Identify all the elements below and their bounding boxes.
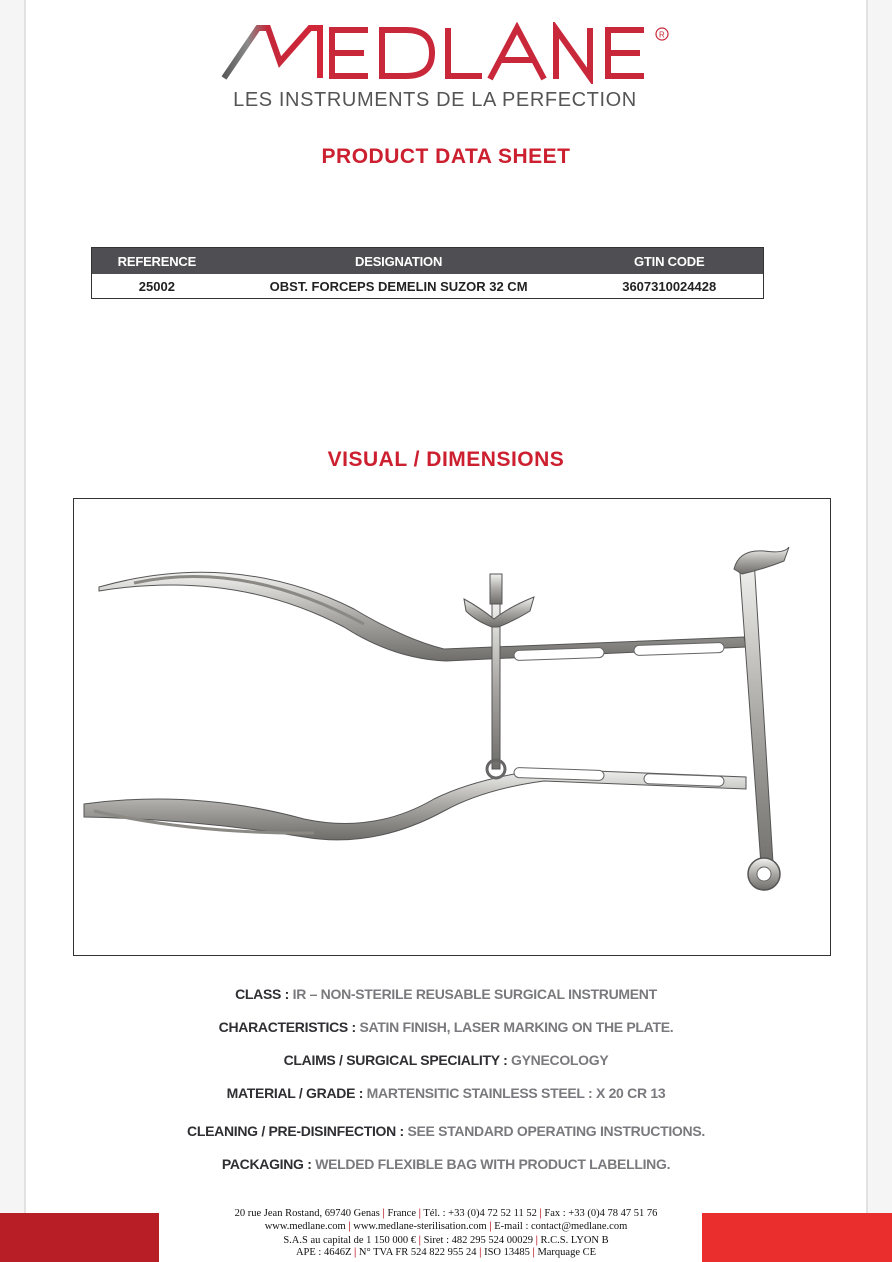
brand-tagline: LES INSTRUMENTS DE LA PERFECTION bbox=[233, 89, 637, 111]
footer-website-link[interactable]: www.medlane.com bbox=[264, 1221, 346, 1232]
cell-designation: OBST. FORCEPS DEMELIN SUZOR 32 CM bbox=[222, 274, 576, 299]
spec-cleaning bbox=[0, 1123, 892, 1139]
spec-class bbox=[0, 986, 892, 1002]
footer-capital: S.A.S au capital de 1 150 000 € bbox=[283, 1235, 417, 1246]
visual-dimensions-title: VISUAL / DIMENSIONS bbox=[327, 448, 565, 471]
spec-value: IR – NON-STERILE REUSABLE SURGICAL INSTRUMENT bbox=[289, 986, 657, 1002]
footer-fax: Fax : +33 (0)4 78 47 51 76 bbox=[544, 1208, 658, 1219]
footer-iso: ISO 13485 bbox=[484, 1247, 530, 1258]
header-designation: DESIGNATION bbox=[222, 248, 576, 275]
spec-label: PACKAGING : bbox=[221, 1156, 312, 1172]
cell-gtin-code: 3607310024428 bbox=[575, 274, 763, 299]
header-gtin-code: GTIN CODE bbox=[575, 248, 763, 275]
header-reference: REFERENCE bbox=[92, 248, 222, 275]
table-row bbox=[92, 274, 764, 299]
spec-label: MATERIAL / GRADE : bbox=[226, 1085, 364, 1101]
spec-label: CHARACTERISTICS : bbox=[218, 1019, 356, 1035]
footer-siret: Siret : 482 295 524 00029 bbox=[423, 1235, 533, 1246]
footer-country: France bbox=[387, 1208, 417, 1219]
footer-address: 20 rue Jean Rostand, 69740 Genas bbox=[234, 1208, 380, 1219]
footer-red-bar-right bbox=[702, 1213, 892, 1262]
cell-reference: 25002 bbox=[92, 274, 222, 299]
footer-ce: Marquage CE bbox=[537, 1247, 597, 1258]
footer-rcs: R.C.S. LYON B bbox=[540, 1235, 609, 1246]
product-photo-frame bbox=[73, 498, 831, 956]
spec-value: SATIN FINISH, LASER MARKING ON THE PLATE. bbox=[355, 1019, 674, 1035]
spec-label: CLASS : bbox=[235, 986, 290, 1002]
spec-value: MARTENSITIC STAINLESS STEEL : X 20 CR 13 bbox=[363, 1085, 666, 1101]
medlane-logo bbox=[0, 22, 892, 84]
footer-email-link[interactable]: E-mail : contact@medlane.com bbox=[494, 1221, 628, 1232]
footer-tva: N° TVA FR 524 822 955 24 bbox=[358, 1247, 477, 1258]
svg-text:R: R bbox=[659, 30, 665, 40]
footer-red-bar-left bbox=[0, 1213, 159, 1262]
spec-characteristics bbox=[0, 1019, 892, 1035]
spec-packaging bbox=[0, 1156, 892, 1172]
spec-material bbox=[0, 1085, 892, 1101]
footer-ape: APE : 4646Z bbox=[295, 1247, 352, 1258]
spec-value: WELDED FLEXIBLE BAG WITH PRODUCT LABELLING. bbox=[311, 1156, 671, 1172]
footer-phone: Tél. : +33 (0)4 72 52 11 52 bbox=[423, 1208, 537, 1219]
obstetric-forceps-photo-icon bbox=[74, 499, 830, 955]
footer-sterilisation-link[interactable]: www.medlane-sterilisation.com bbox=[353, 1221, 487, 1232]
table-header-row bbox=[92, 248, 764, 275]
spec-claims bbox=[0, 1052, 892, 1068]
footer-line-company: S.A.S au capital de 1 150 000 € | Siret : 482 295 524 00029 | R.C.S. LYON B bbox=[283, 1235, 609, 1246]
spec-value: SEE STANDARD OPERATING INSTRUCTIONS. bbox=[403, 1123, 705, 1139]
reference-table bbox=[91, 247, 764, 299]
footer-line-web: www.medlane.com | www.medlane-sterilisation.com | E-mail : contact@medlane.com bbox=[264, 1221, 628, 1232]
spec-label: CLAIMS / SURGICAL SPECIALITY : bbox=[283, 1052, 508, 1068]
footer-line-legal: APE : 4646Z | N° TVA FR 524 822 955 24 | ISO 13485 | Marquage CE bbox=[295, 1247, 597, 1258]
footer-line-address: 20 rue Jean Rostand, 69740 Genas | France | Tél. : +33 (0)4 72 52 11 52 | Fax : +33 (0)4 78 47 51 76 bbox=[234, 1208, 658, 1219]
spec-value: GYNECOLOGY bbox=[507, 1052, 609, 1068]
spec-label: CLEANING / PRE-DISINFECTION : bbox=[187, 1123, 404, 1139]
product-data-sheet-title: PRODUCT DATA SHEET bbox=[321, 145, 571, 168]
